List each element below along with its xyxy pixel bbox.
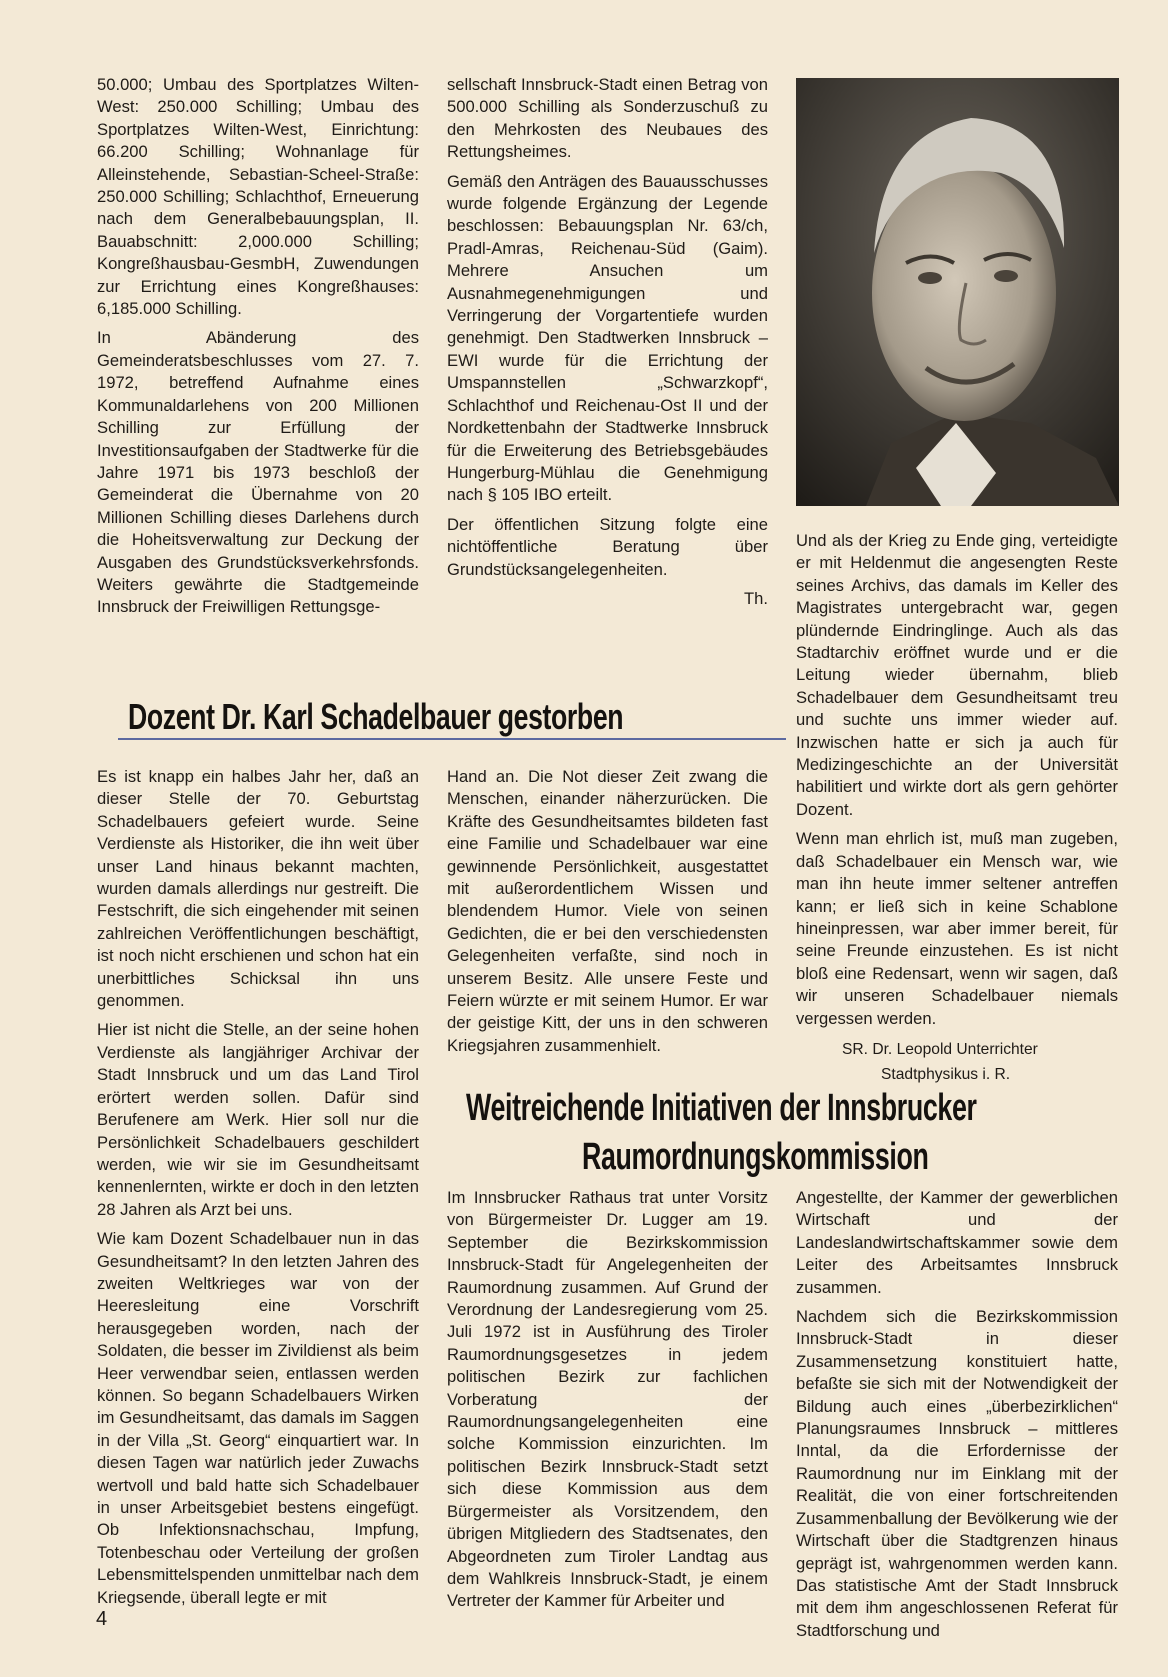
article3-headline-line2: Raumordnungskommission	[582, 1136, 929, 1178]
paragraph: Wenn man ehrlich ist, muß man zugeben, daß Schadelbauer ein Mensch war, wie man ihn heute immer seltener antreffen kann; er ließ sich in keine Schablone hineinpressen, war aber immer bereit, für seine Freunde einzustehen. Es ist nicht bloß eine Redensart, wenn wir sagen, daß wir unseren Schadelbauer niemals vergessen werden.	[796, 829, 1118, 1028]
headline-underline	[118, 738, 786, 740]
portrait-photo	[796, 78, 1119, 506]
signature-title: Stadtphysikus i. R.	[881, 1065, 1011, 1083]
paragraph: Der öffentlichen Sitzung folgte eine nichtöffentliche Beratung über Grundstücksangelegenheiten.	[447, 514, 768, 579]
paragraph: Nachdem sich die Bezirkskommission Innsbruck-Stadt in dieser Zusammensetzung konstituiert hatte, befaßte sie sich mit der Notwendigkeit der Bildung auch eines „überbezirklichen“ Planungsraumes Innsbruck – mittleres Inntal, da die Erfordernisse der Raumordnung nur im Einklang mit der Realität, die von einer fortschreitenden Zusammenballung der Bevölkerung wie der Wirtschaft über die Stadtgrenzen hinaus geprägt ist, wahrgenommen werden kann. Das statistische Amt der Stadt Innsbruck mit dem ihm angeschlossenen Referat für Stadtforschung und	[796, 1307, 1118, 1640]
paragraph: Im Innsbrucker Rathaus trat unter Vorsitz von Bürgermeister Dr. Lugger am 19. September die Bezirkskommission Innsbruck-Stadt für Angelegenheiten der Raumordnung zusammen. Auf Grund der Verordnung der Landesregierung vom 25. Juli 1972 ist in Ausführung des Tiroler Raumordnungsgesetzes in jedem politischen Bezirk zur fachlichen Vorberatung der Raumordnungsangelegenheiten eine solche Kommission einzurichten. Im politischen Bezirk Innsbruck-Stadt setzt sich diese Kommission aus dem Bürgermeister als Vorsitzendem, den übrigen Mitgliedern des Stadtsenates, den Abgeordneten zum Tiroler Landtag aus dem Wahlkreis Innsbruck-Stadt, je einem Vertreter der Kammer für Arbeiter und	[447, 1188, 768, 1611]
article2-column-3	[796, 530, 1118, 1087]
paragraph: sellschaft Innsbruck-Stadt einen Betrag von 500.000 Schilling als Sonderzuschuß zu den Mehrkosten des Neubaues des Rettungsheimes.	[447, 75, 768, 162]
article3-column-2	[796, 1187, 1118, 1649]
page-number: 4	[96, 1608, 108, 1630]
paragraph: Es ist knapp ein halbes Jahr her, daß an dieser Stelle der 70. Geburtstag Schadelbauers gefeiert wurde. Seine Verdienste als Historiker, die ihn weit über unser Land hinaus bekannt machten, wurden damals allerdings nur gestreift. Die Festschrift, die sich eingehender mit seinen zahlreichen Veröffentlichungen beschäftigt, ist noch nicht erschienen und schon hat ein unerbittliches Schicksal ihn uns genommen.	[97, 767, 419, 1011]
paragraph: Und als der Krieg zu Ende ging, verteidigte er mit Heldenmut die angesengten Reste seines Archivs, das damals im Keller des Magistrates untergebracht war, gegen plündernde Eindringlinge. Auch als das Stadtarchiv eröffnet wurde und er die Leitung wieder übernahm, blieb Schadelbauer dem Gesundheitsamt treu und suchte uns immer wieder auf. Inzwischen hatte er sich ja auch für Medizingeschichte an der Universität habilitiert und wirkte dort als gern gehörter Dozent.	[796, 531, 1118, 819]
article2-headline: Dozent Dr. Karl Schadelbauer gestorben	[128, 696, 624, 737]
paragraph: Angestellte, der Kammer der gewerblichen Wirtschaft und der Landeslandwirtschaftskammer sowie dem Leiter des Arbeitsamtes Innsbruck zusammen.	[796, 1188, 1118, 1297]
article1-column-1	[97, 74, 419, 626]
article1-column-2	[447, 74, 768, 617]
paragraph: Hier ist nicht die Stelle, an der seine hohen Verdienste als langjähriger Archivar der Stadt Innsbruck und um das Land Tirol erörtert werden sollen. Dafür sind Berufenere am Werk. Hier soll nur die Persönlichkeit Schadelbauers geschildert werden, wie wir sie im Gesundheitsamt kennenlernten, wirkte er doch in den letzten 28 Jahren als Arzt bei uns.	[97, 1020, 419, 1219]
article2-column-1	[97, 766, 419, 1616]
article3-column-1	[447, 1187, 768, 1620]
signature-name: SR. Dr. Leopold Unterrichter	[842, 1040, 1038, 1058]
paragraph: In Abänderung des Gemeinderatsbeschlusses vom 27. 7. 1972, betreffend Aufnahme eines Kommunaldarlehens von 200 Millionen Schilling zur Erfüllung der Investitionsaufgaben der Stadtwerke für die Jahre 1971 bis 1973 beschloß der Gemeinderat die Übernahme von 20 Millionen Schilling dieses Darlehens durch die Hoheitsverwaltung zur Deckung der Ausgaben des Grundstücksverkehrsfonds. Weiters gewährte die Stadtgemeinde Innsbruck der Freiwilligen Rettungsge-	[97, 328, 419, 617]
article3-headline-line1: Weitreichende Initiativen der Innsbrucker	[466, 1087, 977, 1129]
article2-column-2	[447, 766, 768, 1064]
paragraph: 50.000; Umbau des Sportplatzes Wilten-West: 250.000 Schilling; Umbau des Sportplatzes Wilten-West, Einrichtung: 66.200 Schilling; Wohnanlage für Alleinstehende, Sebastian-Scheel-Straße: 250.000 Schilling; Schlachthof, Erneuerung nach dem Generalbebauungsplan, II. Bauabschnitt: 2,000.000 Schilling; Kongreßhausbau-GesmbH, Zuwendungen zur Errichtung eines Kongreßhauses: 6,185.000 Schilling.	[97, 75, 419, 319]
paragraph: Wie kam Dozent Schadelbauer nun in das Gesundheitsamt? In den letzten Jahren des zweiten Weltkrieges war von der Heeresleitung eine Vorschrift herausgegeben worden, nach der Soldaten, die besser im Zivildienst als beim Heer verwendbar seien, entlassen werden können. So begann Schadelbauers Wirken im Gesundheitsamt, das damals im Saggen in der Villa „St. Georg“ einquartiert war. In diesen Tagen war natürlich jeder Zuwachs wertvoll und bald hatte sich Schadelbauer in unser Arbeitsgebiet bestens eingefügt. Ob Infektionsnachschau, Impfung, Totenbeschau oder Verteilung der großen Lebensmittelspenden unmittelbar nach dem Kriegsende, überall legte er mit	[97, 1229, 419, 1607]
paragraph: Hand an. Die Not dieser Zeit zwang die Menschen, einander näherzurücken. Die Kräfte des Gesundheitsamtes bildeten fast eine Familie und Schadelbauer war eine gewinnende Persönlichkeit, ausgestattet mit außerordentlichem Wissen und blendendem Humor. Viele von seinen Gedichten, die er bei den verschiedensten Gelegenheiten verfaßte, sind noch in unserem Besitz. Alle unsere Feste und Feiern würzte er mit seinem Humor. Er war der geistige Kitt, der uns in den schweren Kriegsjahren zusammenhielt.	[447, 767, 768, 1055]
paragraph: Gemäß den Anträgen des Bauausschusses wurde folgende Ergänzung der Legende beschlossen: Bebauungsplan Nr. 63/ch, Pradl-Amras, Reichenau-Süd (Gaim). Mehrere Ansuchen um Ausnahmegenehmigungen und Verringerung der Vorgartentiefe wurden genehmigt. Den Stadtwerken Innsbruck – EWI wurde für die Errichtung der Umspannstellen „Schwarzkopf“, Schlachthof und Reichenau-Ost II und der Nordkettenbahn der Stadtwerke Innsbruck für die Erweiterung des Betriebsgebäudes Hungerburg-Mühlau die Genehmigung nach § 105 IBO erteilt.	[447, 171, 768, 505]
article1-author: Th.	[744, 588, 768, 608]
